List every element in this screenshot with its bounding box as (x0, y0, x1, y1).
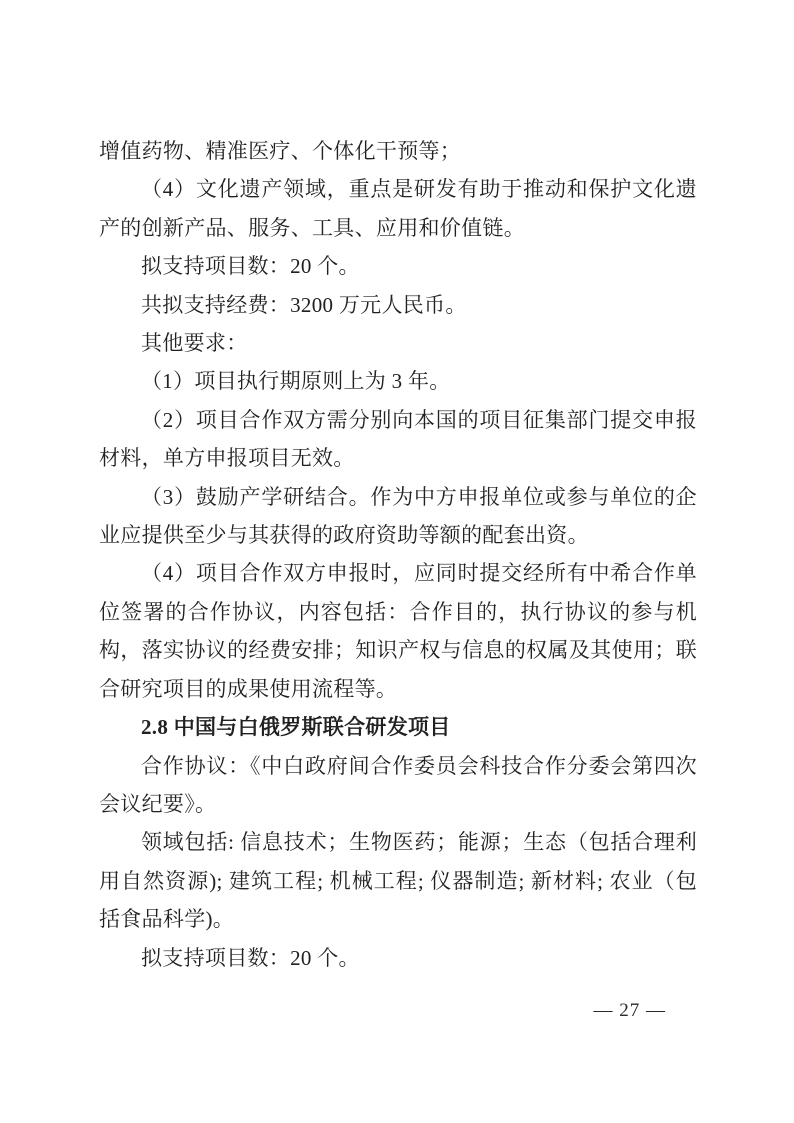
paragraph-fields: 领域包括: 信息技术；生物医药；能源；生态（包括合理利用自然资源); 建筑工程; 机械工程; 仪器制造; 新材料; 农业（包括食品科学)。 (99, 830, 697, 932)
paragraph-other-requirements: 其他要求： (141, 331, 248, 356)
paragraph-requirement-3: （3）鼓励产学研结合。作为中方申报单位或参与单位的企业应提供至少与其获得的政府资助等额的配套出资。 (99, 484, 697, 548)
paragraph-requirement-4: （4）项目合作双方申报时，应同时提交经所有中希合作单位签署的合作协议，内容包括：合作目的，执行协议的参与机构，落实协议的经费安排；知识产权与信息的权属及其使用；联合研究项目的成果使用流程等。 (99, 561, 697, 701)
document-body (99, 132, 697, 977)
paragraph-cooperation-agreement: 合作协议：《中白政府间合作委员会科技合作分委会第四次会议纪要》。 (99, 753, 697, 816)
page-number: — 27 — (593, 1000, 666, 1021)
paragraph-requirement-1: （1）项目执行期原则上为 3 年。 (141, 369, 451, 394)
paragraph-requirement-2: （2）项目合作双方需分别向本国的项目征集部门提交申报材料，单方申报项目无效。 (99, 407, 697, 471)
paragraph: （4）文化遗产领域，重点是研发有助于推动和保护文化遗产的创新产品、服务、工具、应用和价值链。 (99, 177, 697, 240)
paragraph-project-count: 拟支持项目数：20 个。 (141, 254, 360, 279)
paragraph-continuation: 增值药物、精准医疗、个体化干预等； (99, 139, 462, 163)
paragraph-project-count-2: 拟支持项目数：20 个。 (141, 945, 360, 970)
section-heading-2-8: 2.8 中国与白俄罗斯联合研发项目 (141, 715, 451, 740)
paragraph-total-funding: 共拟支持经费：3200 万元人民币。 (141, 292, 467, 317)
